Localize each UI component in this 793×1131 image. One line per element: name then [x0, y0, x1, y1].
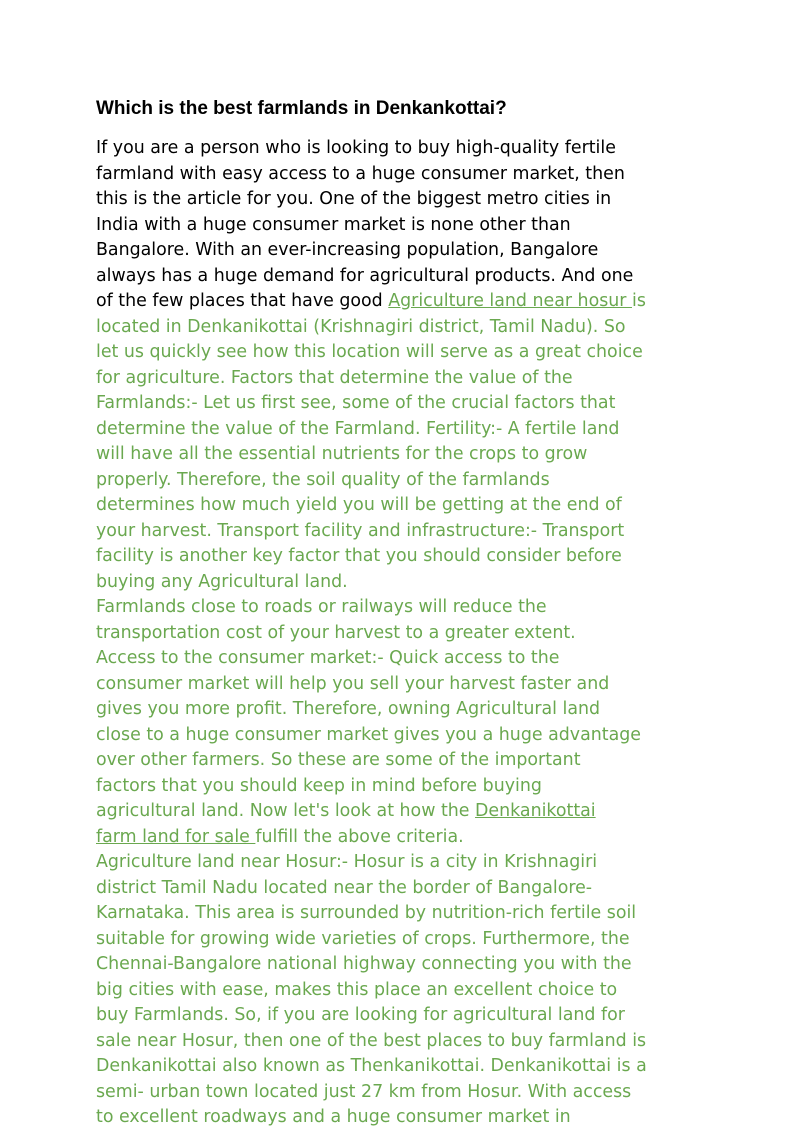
body-text: of the few places that have good [96, 291, 389, 311]
body-line: If you are a person who is looking to buy high-quality fertile [96, 138, 616, 158]
body-line-with-links [96, 825, 706, 851]
agriculture-land-link[interactable]: Agriculture land [388, 291, 533, 311]
body-line: consumer market will help you sell your harvest faster and [96, 673, 610, 694]
body-line: this is the article for you. One of the biggest metro cities in [96, 189, 612, 209]
body-line: district Tamil Nadu located near the border of Bangalore- [96, 877, 593, 898]
body-line: Chennai-Bangalore national highway connecting you with the [96, 954, 632, 974]
body-text: is [631, 291, 646, 311]
body-line: Farmlands:- Let us first see, some of the crucial factors that [96, 393, 616, 413]
body-line: buy Farmlands. So, if you are looking for agricultural land for [96, 1005, 625, 1025]
body-line: properly. Therefore, the soil quality of the farmlands [96, 469, 550, 490]
body-line: facility is another key factor that you should consider before [96, 546, 622, 566]
body-line: to excellent roadways and a huge consumer market in [96, 1107, 571, 1127]
body-line: big cities with ease, makes this place an excellent choice to [96, 979, 618, 1000]
body-line: farmland with easy access to a huge consumer market, then [96, 163, 625, 184]
body-line: determines how much yield you will be getting at the end of [96, 495, 622, 515]
document-page [96, 94, 706, 1131]
body-line-with-links [96, 289, 706, 315]
body-line: transportation cost of your harvest to a greater extent. [96, 622, 576, 643]
body-line: your harvest. Transport facility and infrastructure:- Transport [96, 520, 625, 541]
farm-land-for-sale-link[interactable]: farm land for sale [96, 826, 256, 847]
body-line: determine the value of the Farmland. Fertility:- A fertile land [96, 418, 620, 439]
body-text: fulfill the above criteria. [255, 826, 464, 847]
body-line-with-links [96, 799, 706, 825]
body-line: factors that you should keep in mind before buying [96, 775, 542, 796]
near-hosur-link[interactable]: near hosur [532, 291, 632, 311]
body-line: for agriculture. Factors that determine the value of the [96, 367, 573, 388]
body-line: buying any Agricultural land. [96, 571, 348, 592]
body-line: Bangalore. With an ever-increasing population, Bangalore [96, 240, 599, 260]
body-line: let us quickly see how this location will serve as a great choice [96, 342, 643, 362]
body-line: Denkanikottai also known as Thenkanikottai. Denkanikottai is a [96, 1056, 647, 1076]
body-line: gives you more profit. Therefore, owning Agricultural land [96, 699, 601, 719]
body-line: will have all the essential nutrients for the crops to grow [96, 444, 588, 464]
body-line: sale near Hosur, then one of the best places to buy farmland is [96, 1030, 647, 1051]
body-line: India with a huge consumer market is none other than [96, 214, 571, 235]
body-line: over other farmers. So these are some of the important [96, 750, 581, 770]
body-line: close to a huge consumer market gives you a huge advantage [96, 724, 641, 745]
body-line: always has a huge demand for agricultural products. And one [96, 265, 634, 286]
body-line: Access to the consumer market:- Quick access to the [96, 648, 560, 668]
denkanikottai-link[interactable]: Denkanikottai [475, 801, 596, 821]
body-line: Karnataka. This area is surrounded by nutrition-rich fertile soil [96, 903, 637, 923]
body-line: semi- urban town located just 27 km from Hosur. With access [96, 1081, 632, 1102]
body-text: agricultural land. Now let's look at how the [96, 801, 476, 821]
body-line: located in Denkanikottai (Krishnagiri district, Tamil Nadu). So [96, 316, 626, 337]
page-title: Which is the best farmlands in Denkankottai? [96, 98, 507, 119]
body-line: Agriculture land near Hosur:- Hosur is a city in Krishnagiri [96, 852, 598, 872]
article-body [96, 136, 706, 1131]
body-line: suitable for growing wide varieties of crops. Furthermore, the [96, 928, 630, 949]
body-line: Farmlands close to roads or railways will reduce the [96, 597, 547, 617]
